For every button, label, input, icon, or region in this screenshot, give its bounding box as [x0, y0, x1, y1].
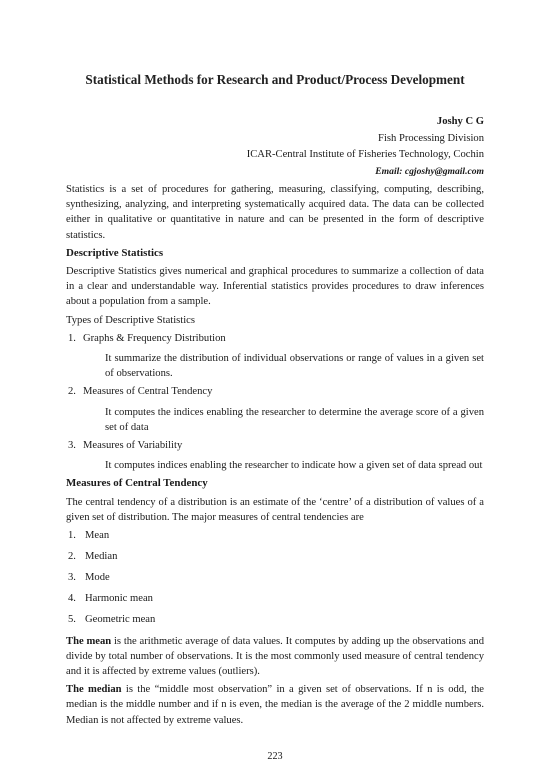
median-definition: is the “middle most observation” in a given set of observations. If n is odd, the median is the middle number and if n is even, the median is the average of the 2 middle numbers. Median is not affected by extreme values.: [66, 684, 485, 726]
list-number: 3.: [68, 440, 76, 452]
list-item: [66, 384, 484, 435]
list-item: [66, 528, 484, 543]
list-item-label: Median: [85, 551, 118, 563]
author-email[interactable]: Email: cgjoshy@gmail.com: [375, 165, 484, 177]
central-tendency-heading: Measures of Central Tendency: [66, 477, 208, 490]
author-institute: ICAR-Central Institute of Fisheries Technology, Cochin: [246, 149, 484, 160]
intro-paragraph: Statistics is a set of procedures for gathering, measuring, classifying, computing, describing, synthesizing, analyzing, and interpreting systematically acquired data. The data can be collected either in qualitative or quantitative in nature and can be presented in the form of descriptive statistics.: [66, 184, 484, 241]
list-number: 2.: [68, 386, 76, 398]
list-item-description: It computes the indices enabling the researcher to determine the average score of a given set of data: [105, 406, 484, 433]
list-item-description: It summarize the distribution of individual observations or range of values in a given set of observations.: [105, 353, 484, 380]
list-item-label: Measures of Variability: [83, 440, 183, 452]
document-title: Statistical Methods for Research and Product/Process Development: [85, 72, 465, 87]
author-division: Fish Processing Division: [378, 132, 484, 144]
list-item: [66, 331, 484, 382]
mean-definition: is the arithmetic average of data values. It computes by adding up the observations and divide by total number of observations. It is the most commonly used measure of central tendency and it is affected by extreme values (outliers).: [66, 635, 484, 677]
list-item-label: Graphs & Frequency Distribution: [83, 332, 226, 344]
list-number: 4.: [68, 593, 76, 605]
list-number: 3.: [68, 572, 76, 584]
list-number: 1.: [68, 332, 76, 344]
list-item: [66, 549, 484, 564]
page-number: 223: [267, 751, 283, 762]
median-term: The median: [66, 684, 122, 696]
descriptive-statistics-paragraph: Descriptive Statistics gives numerical and graphical procedures to summarize a collection of data in a clear and understandable way. Inferential statistics provides procedures to draw inferences about a population from a sample.: [66, 266, 484, 308]
list-item: [66, 591, 484, 606]
list-item: [66, 612, 484, 627]
descriptive-statistics-heading: Descriptive Statistics: [66, 246, 164, 259]
central-tendency-paragraph: The central tendency of a distribution is an estimate of the ‘centre’ of a distribution of values of a given set of distribution. The major measures of central tendencies are: [66, 496, 484, 523]
mean-paragraph: [66, 634, 484, 680]
list-item-description: It computes indices enabling the researcher to indicate how a given set of data spread out: [105, 460, 483, 472]
list-item-label: Mean: [85, 530, 110, 542]
list-number: 1.: [68, 530, 76, 542]
measures-list: [66, 528, 484, 628]
list-item-label: Harmonic mean: [85, 593, 153, 605]
list-item-label: Mode: [85, 572, 110, 584]
list-number: 5.: [68, 614, 76, 626]
list-item: [66, 570, 484, 585]
author-block: [247, 114, 484, 180]
author-name: Joshy C G: [436, 116, 484, 127]
median-paragraph: [66, 682, 484, 728]
list-item-label: Geometric mean: [85, 614, 156, 626]
types-heading: Types of Descriptive Statistics: [66, 314, 196, 326]
list-number: 2.: [68, 551, 76, 563]
mean-term: The mean: [66, 635, 112, 647]
types-list: [66, 331, 484, 474]
list-item: [66, 438, 484, 473]
list-item-label: Measures of Central Tendency: [83, 386, 213, 398]
document-body: [66, 182, 484, 731]
